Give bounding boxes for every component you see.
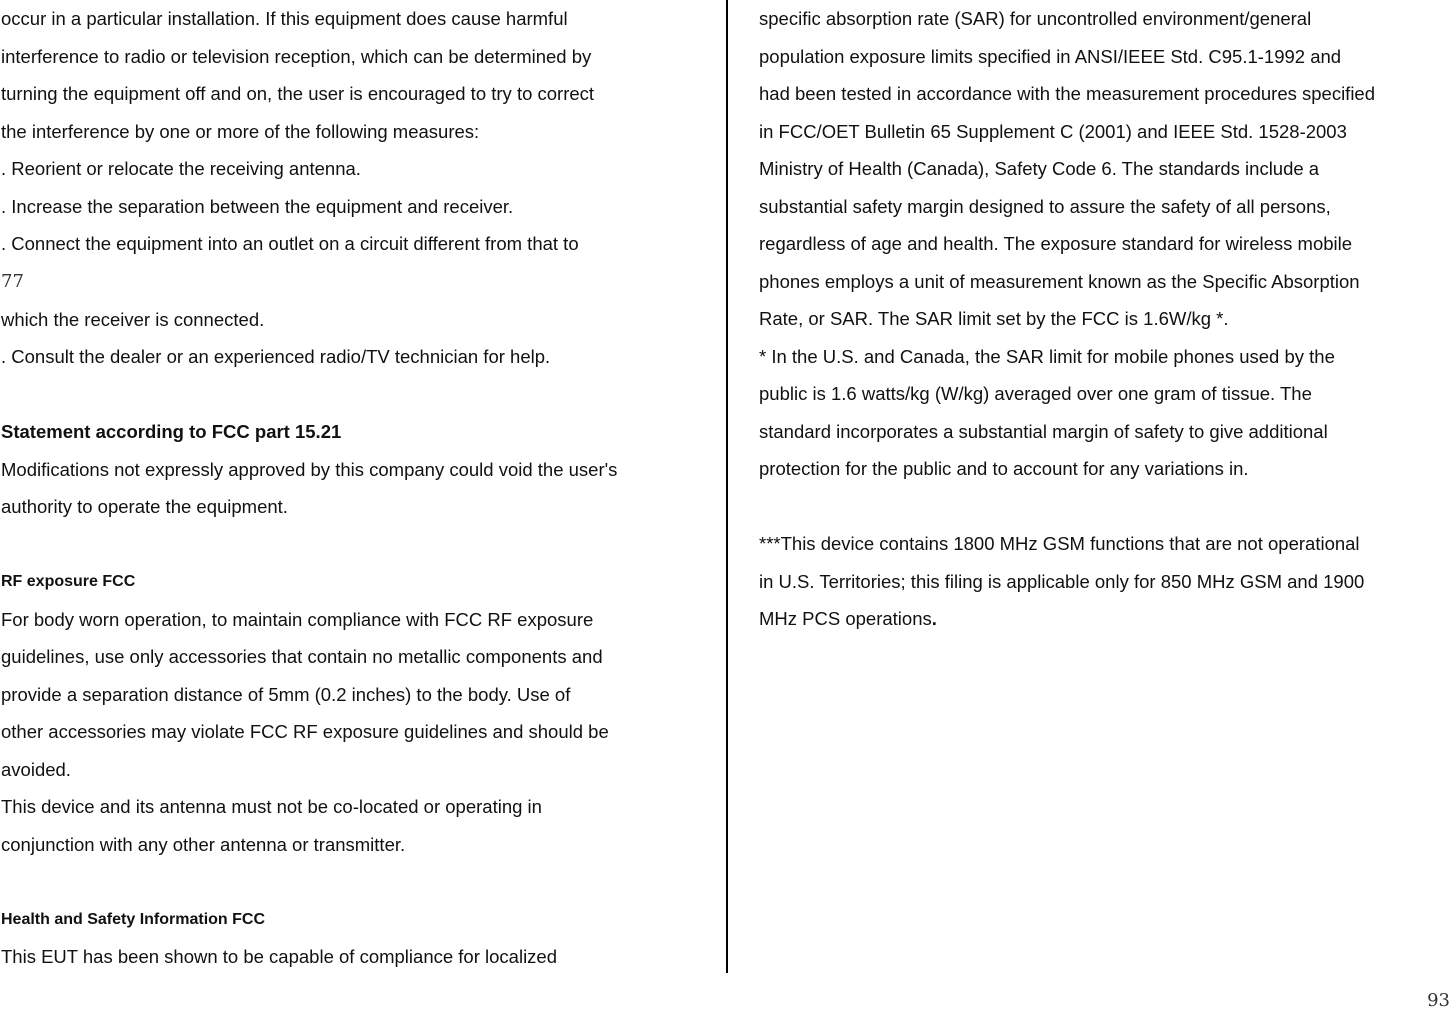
body-text-line: other accessories may violate FCC RF exposure guidelines and should be — [1, 721, 609, 742]
section-heading-rf-exposure: RF exposure FCC — [1, 573, 136, 590]
spacer — [1, 376, 716, 414]
body-text-line: provide a separation distance of 5mm (0.2 inches) to the body. Use of — [1, 683, 571, 705]
body-text-line: Modifications not expressly approved by this company could void the user's — [1, 458, 618, 480]
body-text-line: which the receiver is connected. — [1, 308, 265, 330]
column-divider — [726, 0, 728, 973]
body-text-line: Rate, or SAR. The SAR limit set by the FCC is 1.6W/kg *. — [759, 308, 1229, 329]
body-text-line: phones employs a unit of measurement known as the Specific Absorption — [759, 270, 1360, 292]
page-number: 93 — [1427, 990, 1450, 1011]
spacer — [1, 863, 716, 901]
right-column — [759, 0, 1452, 638]
body-text-line: regardless of age and health. The exposure standard for wireless mobile — [759, 233, 1353, 254]
measure-item: . Consult the dealer or an experienced radio/TV technician for help. — [1, 346, 551, 367]
body-text-line: ***This device contains 1800 MHz GSM functions that are not operational — [759, 533, 1360, 554]
body-text-line: substantial safety margin designed to assure the safety of all persons, — [759, 195, 1331, 217]
body-text-line: * In the U.S. and Canada, the SAR limit for mobile phones used by the — [759, 345, 1335, 367]
section-heading-health-safety: Health and Safety Information FCC — [1, 910, 266, 928]
body-text-line: the interference by one or more of the following measures: — [1, 120, 480, 142]
spacer — [1, 526, 716, 564]
measure-item: . Reorient or relocate the receiving antenna. — [1, 158, 361, 179]
body-text-fragment: MHz PCS operations — [759, 608, 932, 629]
body-text-line: population exposure limits specified in ANSI/IEEE Std. C95.1-1992 and — [759, 45, 1342, 67]
body-text-line: in U.S. Territories; this filing is applicable only for 850 MHz GSM and 1900 — [759, 570, 1365, 592]
body-text-line: conjunction with any other antenna or transmitter. — [1, 833, 406, 855]
final-period: . — [931, 608, 937, 629]
body-text-line: Ministry of Health (Canada), Safety Code 6. The standards include a — [759, 158, 1320, 179]
body-text-line: This device and its antenna must not be co-located or operating in — [1, 796, 542, 817]
body-text-line: public is 1.6 watts/kg (W/kg) averaged over one gram of tissue. The — [759, 383, 1312, 404]
measure-item: . Connect the equipment into an outlet on a circuit different from that to — [1, 233, 579, 254]
left-column — [1, 0, 716, 976]
inline-page-number: 77 — [1, 270, 24, 292]
measure-item: . Increase the separation between the equipment and receiver. — [1, 195, 514, 217]
body-text-line: protection for the public and to account for any variations in. — [759, 458, 1249, 479]
body-text-line: avoided. — [1, 758, 71, 780]
body-text-line: in FCC/OET Bulletin 65 Supplement C (2001) and IEEE Std. 1528-2003 — [759, 120, 1347, 142]
body-text-line: guidelines, use only accessories that contain no metallic components and — [1, 646, 603, 667]
body-text-line: occur in a particular installation. If this equipment does cause harmful — [1, 8, 568, 29]
body-text-line: standard incorporates a substantial margin of safety to give additional — [759, 420, 1328, 442]
body-text-line — [759, 600, 1452, 638]
body-text-line: had been tested in accordance with the measurement procedures specified — [759, 83, 1376, 104]
body-text-line: This EUT has been shown to be capable of compliance for localized — [1, 946, 558, 967]
body-text-line: specific absorption rate (SAR) for uncontrolled environment/general — [759, 8, 1312, 29]
spacer — [759, 488, 1452, 526]
body-text-line: For body worn operation, to maintain compliance with FCC RF exposure — [1, 608, 594, 630]
section-heading-fcc-15-21: Statement according to FCC part 15.21 — [1, 421, 342, 442]
body-text-line: interference to radio or television reception, which can be determined by — [1, 45, 592, 67]
body-text-line: authority to operate the equipment. — [1, 496, 288, 517]
body-text-line: turning the equipment off and on, the user is encouraged to try to correct — [1, 83, 595, 104]
